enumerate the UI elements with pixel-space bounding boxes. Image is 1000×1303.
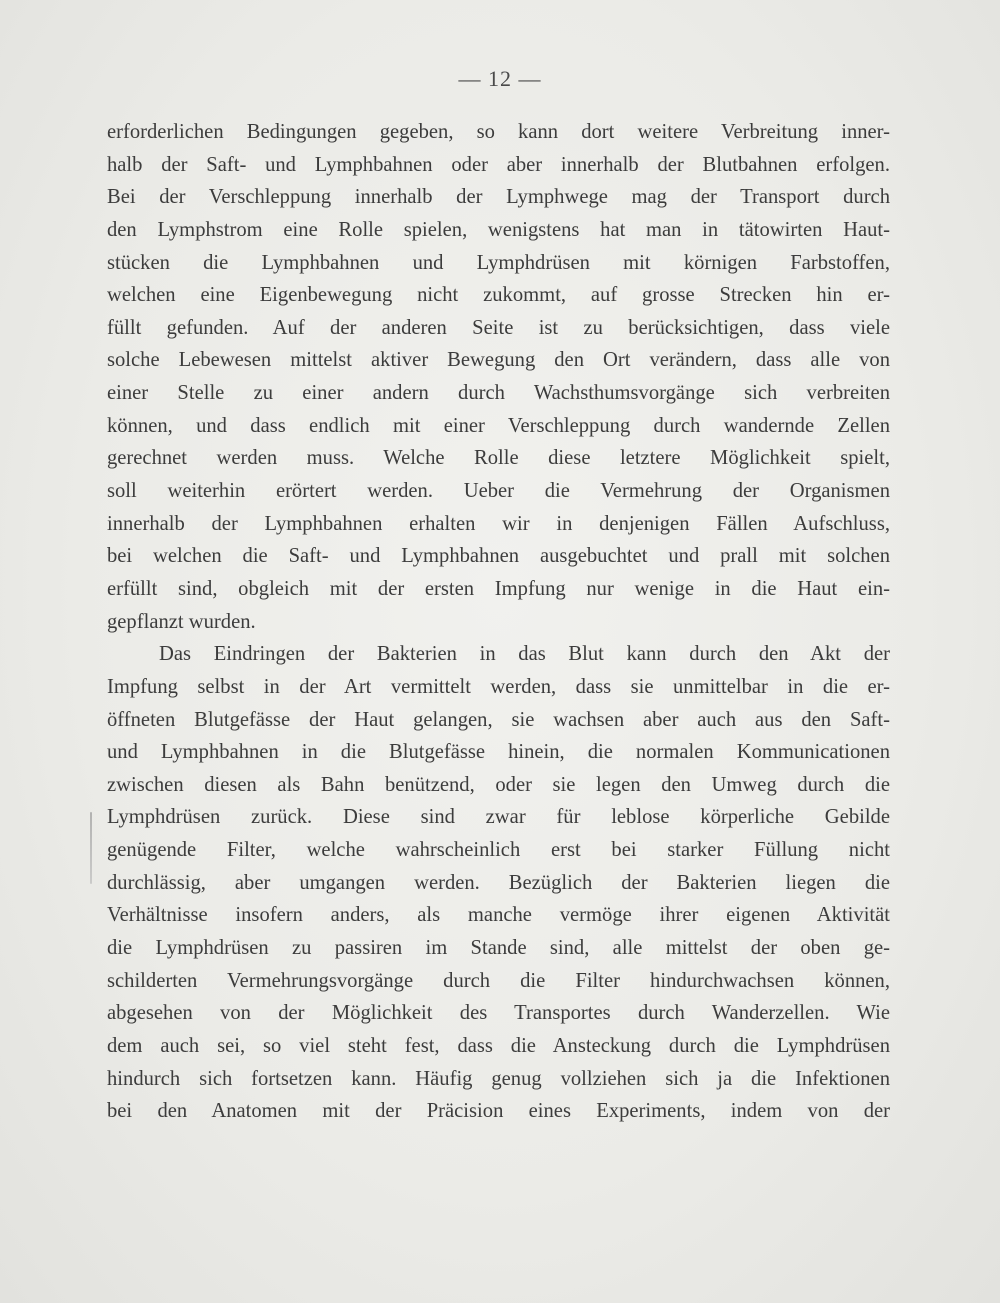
text-line: durchlässig, aber umgangen werden. Bezüglich der Bakterien liegen die xyxy=(107,871,890,894)
text-line: einer Stelle zu einer andern durch Wachsthumsvorgänge sich verbreiten xyxy=(107,382,890,405)
paragraph-1 xyxy=(107,116,890,638)
text-line: stücken die Lymphbahnen und Lymphdrüsen mit körnigen Farbstoffen, xyxy=(107,251,890,274)
text-line: Das Eindringen der Bakterien in das Blut kann durch den Akt der xyxy=(159,643,890,666)
text-line: Bei der Verschleppung innerhalb der Lymphwege mag der Transport durch xyxy=(107,186,890,209)
text-line: die Lymphdrüsen zu passiren im Stande sind, alle mittelst der oben ge- xyxy=(107,937,890,960)
text-line: füllt gefunden. Auf der anderen Seite ist zu berücksichtigen, dass viele xyxy=(107,316,890,339)
text-line: dem auch sei, so viel steht fest, dass die Ansteckung durch die Lymphdrüsen xyxy=(107,1034,890,1057)
text-line: bei den Anatomen mit der Präcision eines Experiments, indem von der xyxy=(107,1100,890,1123)
text-line: öffneten Blutgefässe der Haut gelangen, sie wachsen aber auch aus den Saft- xyxy=(107,708,890,731)
margin-pencil-mark xyxy=(90,812,92,884)
text-line: können, und dass endlich mit einer Verschleppung durch wandernde Zellen xyxy=(107,414,890,437)
text-line: solche Lebewesen mittelst aktiver Bewegung den Ort verändern, dass alle von xyxy=(107,349,890,372)
text-line: den Lymphstrom eine Rolle spielen, wenigstens hat man in tätowirten Haut- xyxy=(107,218,890,241)
text-line: Lymphdrüsen zurück. Diese sind zwar für leblose körperliche Gebilde xyxy=(107,806,890,829)
text-line: Verhältnisse insofern anders, als manche vermöge ihrer eigenen Aktivität xyxy=(107,904,890,927)
text-line: Impfung selbst in der Art vermittelt werden, dass sie unmittelbar in die er- xyxy=(107,675,890,698)
body-text xyxy=(107,116,890,1128)
text-line: und Lymphbahnen in die Blutgefässe hinein, die normalen Kommunicationen xyxy=(107,741,890,764)
text-line: gepflanzt wurden. xyxy=(107,610,256,633)
text-line: schilderten Vermehrungsvorgänge durch die Filter hindurchwachsen können, xyxy=(107,969,890,992)
text-line: bei welchen die Saft- und Lymphbahnen ausgebuchtet und prall mit solchen xyxy=(107,545,890,568)
text-line: genügende Filter, welche wahrscheinlich erst bei starker Füllung nicht xyxy=(107,839,890,862)
text-line: soll weiterhin erörtert werden. Ueber die Vermehrung der Organismen xyxy=(107,480,890,503)
text-line: innerhalb der Lymphbahnen erhalten wir in denjenigen Fällen Aufschluss, xyxy=(107,512,890,535)
text-line: gerechnet werden muss. Welche Rolle diese letztere Möglichkeit spielt, xyxy=(107,447,890,470)
text-line: halb der Saft- und Lymphbahnen oder aber innerhalb der Blutbahnen erfolgen. xyxy=(107,153,890,176)
text-line: abgesehen von der Möglichkeit des Transportes durch Wanderzellen. Wie xyxy=(107,1002,890,1025)
paragraph-2 xyxy=(107,638,890,1128)
text-line: erforderlichen Bedingungen gegeben, so kann dort weitere Verbreitung inner- xyxy=(107,121,890,143)
page-number: — 12 — xyxy=(458,66,542,91)
text-line: welchen eine Eigenbewegung nicht zukommt, auf grosse Strecken hin er- xyxy=(107,284,890,307)
text-line: zwischen diesen als Bahn benützend, oder sie legen den Umweg durch die xyxy=(107,773,890,796)
text-line: erfüllt sind, obgleich mit der ersten Impfung nur wenige in die Haut ein- xyxy=(107,577,890,600)
text-line: hindurch sich fortsetzen kann. Häufig genug vollziehen sich ja die Infektionen xyxy=(107,1067,890,1090)
